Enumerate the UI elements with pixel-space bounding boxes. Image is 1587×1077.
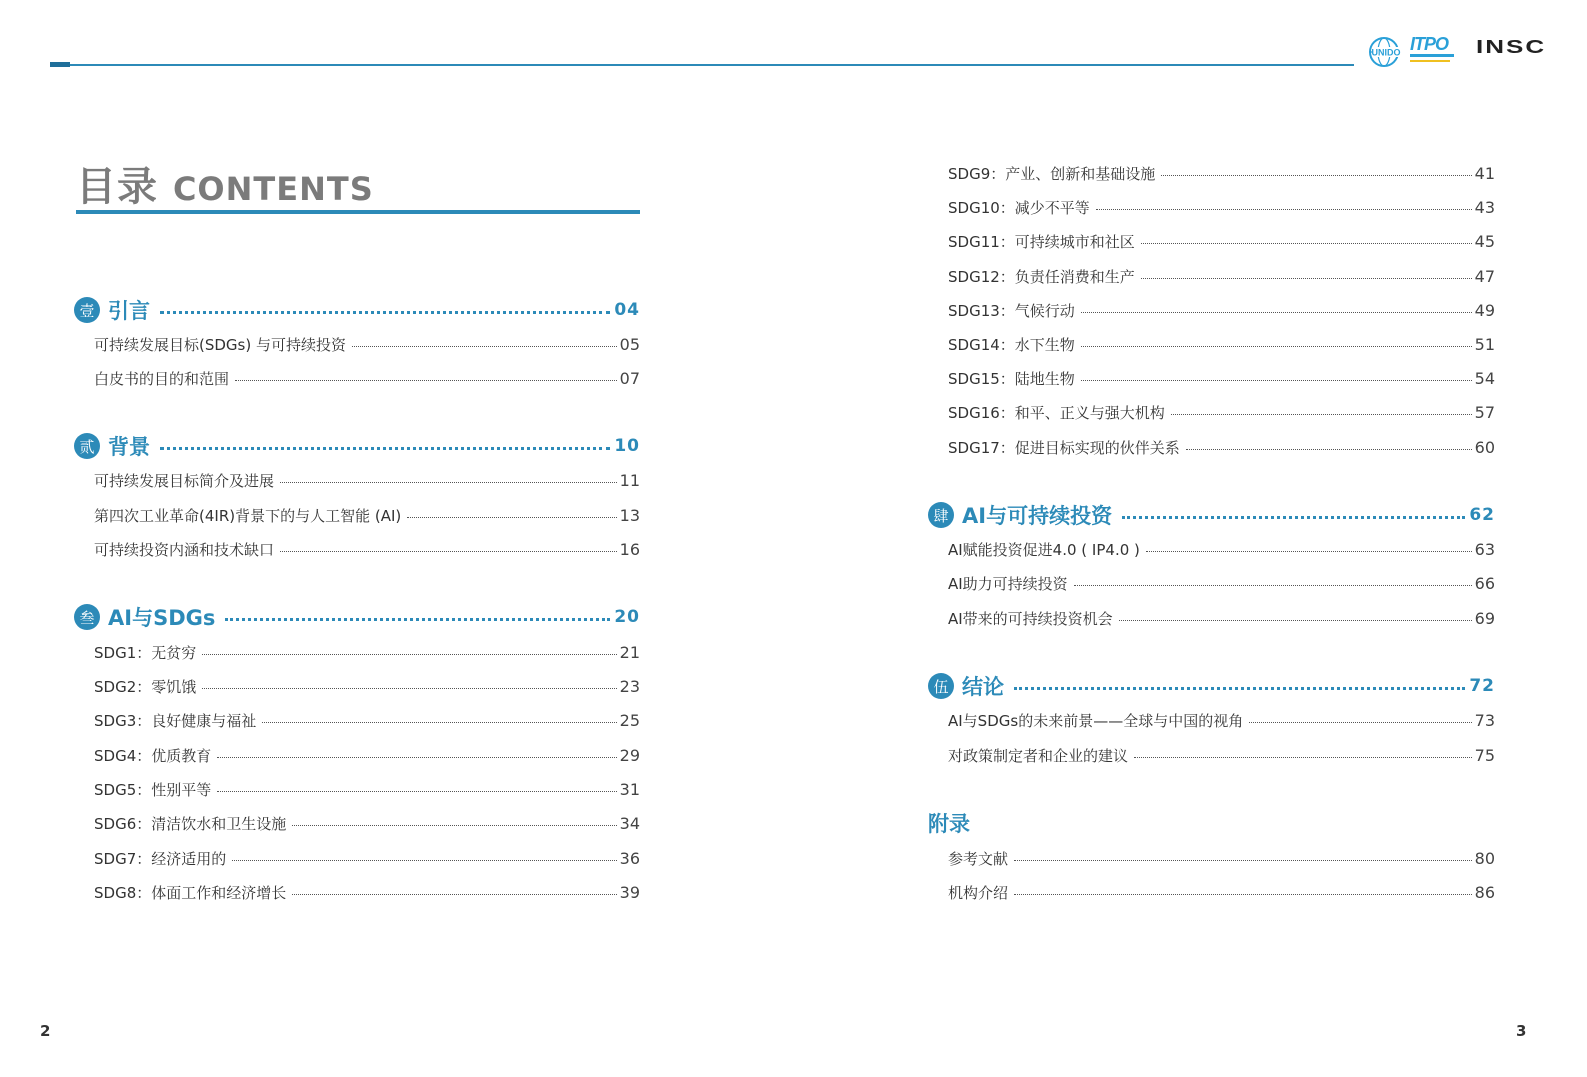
section-ai-sdgs[interactable] [74, 602, 640, 632]
section-number-badge: 伍 [928, 673, 954, 699]
entry-page: 05 [619, 334, 640, 354]
section-page: 20 [614, 607, 640, 627]
dot-leader [1141, 243, 1472, 244]
dot-leader [1186, 449, 1472, 450]
toc-entry[interactable] [94, 366, 640, 390]
toc-entry[interactable] [948, 846, 1495, 870]
header-rule-accent [50, 62, 70, 67]
entry-label: 可持续发展目标简介及进展 [94, 471, 275, 490]
toc-entry[interactable] [94, 640, 640, 664]
dot-leader [217, 757, 616, 758]
section-number-badge: 壹 [74, 297, 100, 323]
entry-page: 73 [1474, 710, 1495, 730]
page-number-left: 2 [40, 1022, 51, 1040]
dot-leader [262, 722, 616, 723]
entry-page: 31 [619, 779, 640, 799]
dot-leader [1081, 312, 1472, 313]
entry-label: SDG6：清洁饮水和卫生设施 [94, 814, 287, 833]
itpo-logo-text: ITPO [1410, 34, 1449, 54]
section-number-badge: 肆 [928, 502, 954, 528]
toc-entry[interactable] [94, 503, 640, 527]
entry-label: SDG15：陆地生物 [948, 369, 1075, 388]
section-intro[interactable] [74, 295, 640, 325]
entry-label: SDG9：产业、创新和基础设施 [948, 164, 1156, 183]
section-number-badge: 叁 [74, 604, 100, 630]
section-number-badge: 贰 [74, 433, 100, 459]
dot-leader [232, 860, 616, 861]
toc-entry[interactable] [948, 332, 1495, 356]
toc-entry[interactable] [94, 468, 640, 492]
dot-leader [1249, 722, 1471, 723]
dot-leader [202, 688, 616, 689]
section-label: 引言 [108, 299, 150, 323]
toc-title-en: CONTENTS [172, 170, 374, 208]
insc-logo-text: INSC [1476, 36, 1547, 57]
entry-page: 16 [619, 539, 640, 559]
entry-label: SDG3：良好健康与福祉 [94, 711, 257, 730]
toc-entry[interactable] [94, 846, 640, 870]
dot-leader [1014, 894, 1472, 895]
dot-leader [1161, 175, 1471, 176]
entry-page: 21 [619, 642, 640, 662]
entry-label: SDG5：性别平等 [94, 780, 212, 799]
section-label: 背景 [108, 435, 150, 459]
unido-logo-text: UNIDO [1371, 47, 1401, 58]
entry-label: 第四次工业革命(4IR)背景下的与人工智能 (AI) [94, 506, 402, 525]
dot-leader [1014, 687, 1465, 690]
toc-entry[interactable] [948, 366, 1495, 390]
toc-entry[interactable] [948, 880, 1495, 904]
toc-entry[interactable] [94, 332, 640, 356]
dot-leader [1134, 757, 1472, 758]
dot-leader [292, 894, 616, 895]
dot-leader [407, 517, 616, 518]
entry-label: SDG14：水下生物 [948, 335, 1075, 354]
toc-entry[interactable] [948, 161, 1495, 185]
entry-page: 57 [1474, 402, 1495, 422]
toc-entry[interactable] [94, 777, 640, 801]
entry-label: AI与SDGs的未来前景——全球与中国的视角 [948, 711, 1244, 730]
toc-entry[interactable] [94, 880, 640, 904]
entry-label: SDG12：负责任消费和生产 [948, 267, 1135, 286]
entry-label: SDG7：经济适用的 [94, 849, 227, 868]
dot-leader [1122, 516, 1465, 519]
toc-entry[interactable] [948, 298, 1495, 322]
entry-page: 34 [619, 813, 640, 833]
toc-entry[interactable] [948, 606, 1495, 630]
dot-leader [1081, 380, 1472, 381]
toc-entry[interactable] [948, 229, 1495, 253]
dot-leader [280, 551, 617, 552]
entry-page: 80 [1474, 848, 1495, 868]
entry-label: 白皮书的目的和范围 [94, 369, 230, 388]
toc-entry[interactable] [94, 537, 640, 561]
entry-page: 13 [619, 505, 640, 525]
entry-page: 69 [1474, 608, 1495, 628]
section-background[interactable] [74, 431, 640, 461]
dot-leader [1171, 414, 1472, 415]
dot-leader [280, 482, 617, 483]
entry-page: 45 [1474, 231, 1495, 251]
section-label: AI与SDGs [108, 606, 216, 630]
toc-entry[interactable] [948, 571, 1495, 595]
entry-label: AI带来的可持续投资机会 [948, 609, 1113, 628]
entry-label: SDG17：促进目标实现的伙伴关系 [948, 438, 1180, 457]
entry-label: 机构介绍 [948, 883, 1009, 902]
entry-label: SDG1：无贫穷 [94, 643, 197, 662]
entry-page: 54 [1474, 368, 1495, 388]
dot-leader [1146, 551, 1472, 552]
toc-entry[interactable] [948, 537, 1495, 561]
entry-label: 可持续发展目标(SDGs) 与可持续投资 [94, 335, 346, 354]
entry-page: 66 [1474, 573, 1495, 593]
toc-right-column [928, 0, 1495, 1077]
entry-label: 可持续投资内涵和技术缺口 [94, 540, 275, 559]
entry-page: 39 [619, 882, 640, 902]
dot-leader [225, 618, 610, 621]
section-page: 62 [1469, 505, 1495, 525]
dot-leader [235, 380, 617, 381]
entry-label: AI赋能投资促进4.0 ( IP4.0 ) [948, 540, 1140, 559]
entry-label: SDG8：体面工作和经济增长 [94, 883, 287, 902]
toc-entry[interactable] [94, 674, 640, 698]
section-page: 04 [614, 300, 640, 320]
section-label: 结论 [962, 675, 1004, 699]
entry-page: 75 [1474, 745, 1495, 765]
entry-page: 63 [1474, 539, 1495, 559]
section-page: 72 [1469, 676, 1495, 696]
entry-label: 参考文献 [948, 849, 1009, 868]
dot-leader [352, 346, 617, 347]
entry-label: SDG13：气候行动 [948, 301, 1075, 320]
entry-label: 对政策制定者和企业的建议 [948, 746, 1129, 765]
toc-title-zh: 目录 [76, 164, 158, 210]
entry-page: 36 [619, 848, 640, 868]
entry-page: 51 [1474, 334, 1495, 354]
appendix-heading[interactable]: 附录 [928, 812, 970, 836]
entry-label: AI助力可持续投资 [948, 574, 1068, 593]
entry-page: 43 [1474, 197, 1495, 217]
section-label: AI与可持续投资 [962, 504, 1113, 528]
section-conclusion[interactable] [928, 671, 1495, 701]
dot-leader [292, 825, 616, 826]
entry-label: SDG2：零饥饿 [94, 677, 197, 696]
section-ai-investment[interactable] [928, 500, 1495, 530]
entry-page: 25 [619, 710, 640, 730]
dot-leader [160, 447, 610, 450]
entry-page: 49 [1474, 300, 1495, 320]
toc-entry[interactable] [948, 435, 1495, 459]
toc-left-column [74, 0, 640, 1077]
dot-leader [1081, 346, 1472, 347]
entry-page: 11 [619, 470, 640, 490]
dot-leader [1074, 585, 1472, 586]
dot-leader [202, 654, 616, 655]
toc-entry[interactable] [94, 811, 640, 835]
dot-leader [217, 791, 616, 792]
entry-page: 86 [1474, 882, 1495, 902]
entry-page: 47 [1474, 266, 1495, 286]
dot-leader [160, 311, 610, 314]
dot-leader [1096, 209, 1472, 210]
entry-page: 41 [1474, 163, 1495, 183]
toc-entry[interactable] [948, 264, 1495, 288]
section-page: 10 [614, 436, 640, 456]
entry-label: SDG4：优质教育 [94, 746, 212, 765]
toc-entry[interactable] [948, 708, 1495, 732]
entry-page: 60 [1474, 437, 1495, 457]
page-number-right: 3 [1516, 1022, 1527, 1040]
entry-label: SDG11：可持续城市和社区 [948, 232, 1135, 251]
entry-page: 29 [619, 745, 640, 765]
toc-entry[interactable] [948, 195, 1495, 219]
dot-leader [1014, 860, 1472, 861]
toc-entry[interactable] [94, 743, 640, 767]
dot-leader [1119, 620, 1472, 621]
entry-label: SDG10：减少不平等 [948, 198, 1090, 217]
dot-leader [1141, 278, 1472, 279]
entry-label: SDG16：和平、正义与强大机构 [948, 403, 1165, 422]
toc-entry[interactable] [948, 400, 1495, 424]
entry-page: 23 [619, 676, 640, 696]
entry-page: 07 [619, 368, 640, 388]
toc-entry[interactable] [94, 708, 640, 732]
toc-entry[interactable] [948, 743, 1495, 767]
